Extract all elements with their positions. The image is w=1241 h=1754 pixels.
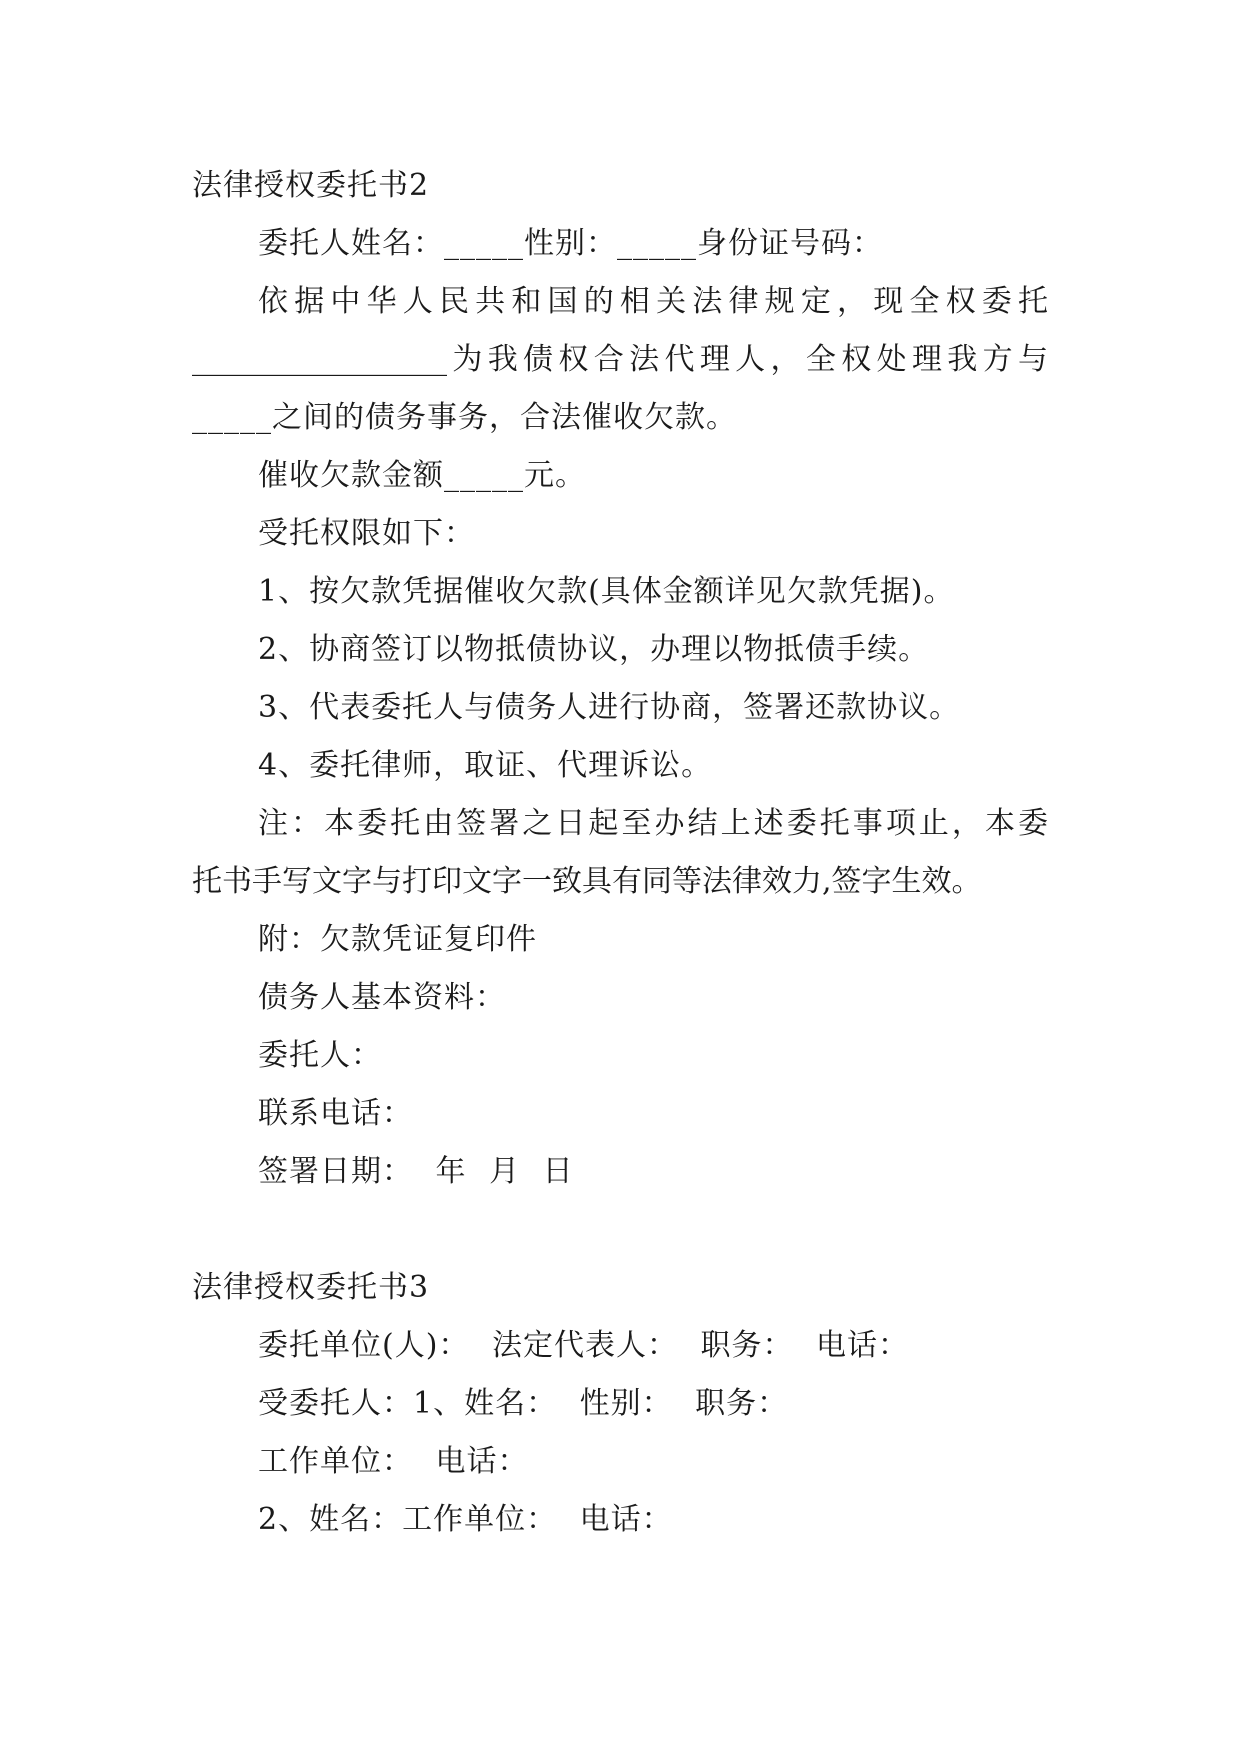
scope-heading: 受托权限如下：: [258, 516, 475, 551]
scope-item-3: 3、代表委托人与债务人进行协商，签署还款协议。: [258, 690, 961, 725]
authorization-paragraph-line-3: _____之间的债务事务，合法催收欠款。: [192, 400, 737, 435]
principal-label: 委托人：: [258, 1038, 382, 1073]
attachment-line: 附：欠款凭证复印件: [258, 922, 537, 957]
scope-item-1: 1、按欠款凭据催收欠款(具体金额详见欠款凭据)。: [258, 574, 955, 609]
authorization-paragraph-line-1: 依据中华人民共和国的相关法律规定，现全权委托: [258, 284, 1048, 319]
scope-item-4: 4、委托律师，取证、代理诉讼。: [258, 748, 713, 783]
debt-amount-line: 催收欠款金额_____元。: [258, 458, 586, 493]
authorization-paragraph-line-2: _________________为我债权合法代理人，全权处理我方与: [192, 342, 1048, 377]
entrusting-unit-line: 委托单位(人)： 法定代表人： 职务： 电话：: [258, 1328, 910, 1363]
section-title: 法律授权委托书2: [192, 168, 430, 203]
principal-info-line: 委托人姓名：_____性别：_____身份证号码：: [258, 226, 883, 261]
debtor-info-label: 债务人基本资料：: [258, 980, 506, 1015]
note-line-1: 注：本委托由签署之日起至办结上述委托事项止，本委: [258, 806, 1048, 841]
section-title: 法律授权委托书3: [192, 1270, 430, 1305]
scope-item-2: 2、协商签订以物抵债协议，办理以物抵债手续。: [258, 632, 930, 667]
agent-line-1: 受委托人：1、姓名： 性别： 职务：: [258, 1386, 789, 1421]
signing-date-line: 签署日期： 年 月 日: [258, 1154, 574, 1189]
agent-work-unit-line: 工作单位： 电话：: [258, 1444, 529, 1479]
note-line-2: 托书手写文字与打印文字一致具有同等法律效力,签字生效。: [192, 864, 982, 899]
agent-line-2: 2、姓名：工作单位： 电话：: [258, 1502, 673, 1537]
phone-label: 联系电话：: [258, 1096, 413, 1131]
